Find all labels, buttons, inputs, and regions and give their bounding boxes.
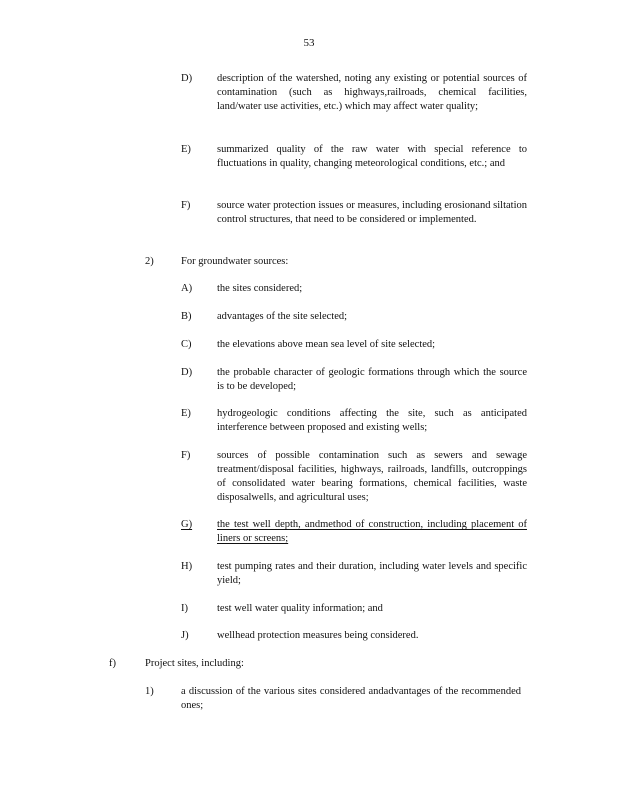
item-text: description of the watershed, noting any existing or potential sources of contamination (such as highways,railroads, chemical facilities, land/water use activities, etc.) which may affect water quality; <box>217 73 527 112</box>
item-label: D) <box>181 73 193 84</box>
item-text <box>217 518 527 546</box>
item-text: the probable character of geologic formations through which the source is to be developed; <box>217 367 527 392</box>
item-text: For groundwater sources: <box>181 256 289 267</box>
page-number: 53 <box>303 37 315 49</box>
item-text: the elevations above mean sea level of site selected; <box>217 339 436 350</box>
item-text: test well water quality information; and <box>217 603 383 614</box>
item-label: G) <box>181 519 193 530</box>
item-label: C) <box>181 339 192 350</box>
item-text: hydrogeologic conditions affecting the site, such as anticipated interference between proposed and existing wells; <box>217 408 527 433</box>
item-label: f) <box>109 658 116 669</box>
item-text: summarized quality of the raw water with special reference to fluctuations in quality, changing meteorological conditions, etc.; and <box>217 144 527 169</box>
item-label: F) <box>181 450 191 461</box>
item-label: 2) <box>145 256 154 267</box>
item-label: B) <box>181 311 192 322</box>
item-text: wellhead protection measures being considered. <box>217 630 419 641</box>
item-text: Project sites, including: <box>145 658 244 669</box>
item-label: F) <box>181 200 191 211</box>
item-text: test pumping rates and their duration, including water levels and specific yield; <box>217 561 527 586</box>
item-label: I) <box>181 603 188 614</box>
item-label: E) <box>181 144 191 155</box>
item-label: E) <box>181 408 191 419</box>
item-label: H) <box>181 561 193 572</box>
item-text: a discussion of the various sites considered andadvantages of the recommended ones; <box>181 686 521 711</box>
item-label: 1) <box>145 686 154 697</box>
item-text: the sites considered; <box>217 283 303 294</box>
item-label: J) <box>181 630 189 641</box>
item-label: A) <box>181 283 193 294</box>
item-text-underlined: the test well depth, andmethod of construction, including placement of liners or screens; <box>217 519 527 544</box>
item-label: D) <box>181 367 193 378</box>
item-text: advantages of the site selected; <box>217 311 348 322</box>
item-text: source water protection issues or measures, including erosionand siltation control structures, that need to be considered or implemented. <box>217 200 527 225</box>
item-text: sources of possible contamination such as sewers and sewage treatment/disposal facilities, highways, railroads, landfills, outcroppings of consolidated water bearing formations, chemical facilities, waste disposalwells, and agricultural uses; <box>217 450 527 503</box>
